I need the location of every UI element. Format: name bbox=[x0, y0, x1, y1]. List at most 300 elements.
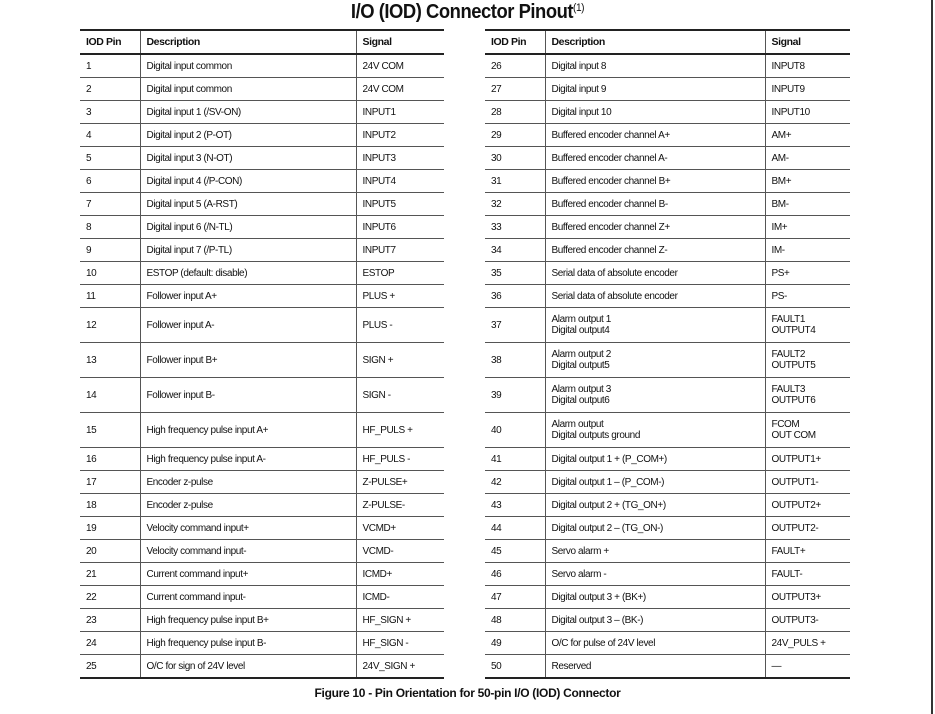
description-text: Buffered encoder channel Z- bbox=[551, 244, 668, 256]
signal-cell bbox=[765, 448, 850, 471]
signal-cell bbox=[356, 586, 444, 609]
description-text: Digital input 8 bbox=[551, 60, 607, 72]
signal-cell bbox=[356, 563, 444, 586]
pin-number-cell: 29 bbox=[485, 124, 545, 147]
description-cell bbox=[545, 494, 765, 517]
description-cell bbox=[545, 308, 765, 343]
description-text: Digital output 3 – (BK-) bbox=[551, 614, 644, 626]
table-row bbox=[80, 563, 444, 586]
pinout-table-right-body bbox=[485, 54, 850, 678]
pinout-table-left bbox=[80, 29, 444, 679]
signal-cell bbox=[356, 413, 444, 448]
description-cell bbox=[545, 170, 765, 193]
description-cell bbox=[545, 655, 765, 679]
signal-text: HF_SIGN + bbox=[362, 614, 411, 626]
signal-text: OUTPUT1+ bbox=[771, 453, 821, 465]
table-row bbox=[485, 170, 850, 193]
pin-number-cell: 47 bbox=[485, 586, 545, 609]
description-text: Digital input 4 (/P-CON) bbox=[146, 175, 242, 187]
signal-cell bbox=[765, 308, 850, 343]
signal-cell bbox=[765, 632, 850, 655]
pin-number-cell: 20 bbox=[80, 540, 140, 563]
pin-number-cell: 4 bbox=[80, 124, 140, 147]
pin-number-cell: 30 bbox=[485, 147, 545, 170]
description-text: Digital input 5 (A-RST) bbox=[146, 198, 238, 210]
page-title-text: I/O (IOD) Connector Pinout bbox=[350, 1, 574, 23]
pin-number-cell: 41 bbox=[485, 448, 545, 471]
pin-number-cell: 31 bbox=[485, 170, 545, 193]
description-cell bbox=[140, 632, 356, 655]
signal-cell bbox=[765, 193, 850, 216]
description-cell bbox=[140, 262, 356, 285]
table-row bbox=[80, 124, 444, 147]
signal-cell bbox=[765, 494, 850, 517]
description-cell bbox=[545, 540, 765, 563]
table-row bbox=[485, 494, 850, 517]
description-cell bbox=[140, 239, 356, 262]
signal-text: VCMD- bbox=[362, 545, 394, 557]
signal-cell bbox=[356, 308, 444, 343]
description-text: Digital output6 bbox=[551, 395, 610, 406]
pin-number-cell: 11 bbox=[80, 285, 140, 308]
pin-number-cell: 46 bbox=[485, 563, 545, 586]
signal-text: VCMD+ bbox=[362, 522, 396, 534]
signal-text: PS- bbox=[771, 290, 787, 302]
signal-text: INPUT9 bbox=[771, 83, 805, 95]
description-cell bbox=[545, 586, 765, 609]
table-row bbox=[80, 262, 444, 285]
signal-text: INPUT10 bbox=[771, 106, 810, 118]
description-cell bbox=[140, 471, 356, 494]
signal-cell bbox=[765, 540, 850, 563]
description-text: Alarm output 3 bbox=[551, 384, 611, 395]
description-cell bbox=[545, 147, 765, 170]
pin-number-cell: 18 bbox=[80, 494, 140, 517]
description-cell bbox=[545, 239, 765, 262]
table-row bbox=[485, 147, 850, 170]
signal-cell bbox=[356, 540, 444, 563]
pin-number-cell: 9 bbox=[80, 239, 140, 262]
description-cell bbox=[545, 262, 765, 285]
description-text: ESTOP (default: disable) bbox=[146, 267, 248, 279]
header-signal: Signal bbox=[356, 30, 444, 54]
description-text: Buffered encoder channel A- bbox=[551, 152, 668, 164]
description-text: Digital output 3 + (BK+) bbox=[551, 591, 646, 603]
table-row bbox=[485, 586, 850, 609]
pin-number-cell: 8 bbox=[80, 216, 140, 239]
table-row bbox=[80, 586, 444, 609]
table-row bbox=[485, 54, 850, 78]
pin-number-cell: 1 bbox=[80, 54, 140, 78]
table-row bbox=[485, 262, 850, 285]
pinout-table-right bbox=[485, 29, 850, 679]
description-cell bbox=[140, 147, 356, 170]
table-row bbox=[485, 78, 850, 101]
signal-cell bbox=[765, 262, 850, 285]
signal-text: FCOM bbox=[771, 419, 800, 430]
signal-cell bbox=[356, 170, 444, 193]
description-text: Digital input 6 (/N-TL) bbox=[146, 221, 233, 233]
description-text: Current command input+ bbox=[146, 568, 249, 580]
header-description: Description bbox=[545, 30, 765, 54]
signal-cell bbox=[765, 563, 850, 586]
description-text: High frequency pulse input B- bbox=[146, 637, 267, 649]
signal-text: INPUT4 bbox=[362, 175, 396, 187]
description-cell bbox=[545, 216, 765, 239]
signal-text: FAULT- bbox=[771, 568, 803, 580]
signal-cell bbox=[765, 170, 850, 193]
description-text: Digital input 1 (/SV-ON) bbox=[146, 106, 241, 118]
description-text: Follower input A- bbox=[146, 319, 215, 331]
signal-cell bbox=[356, 471, 444, 494]
pin-number-cell: 26 bbox=[485, 54, 545, 78]
description-text: Digital input 2 (P-OT) bbox=[146, 129, 232, 141]
description-text: Digital output 2 – (TG_ON-) bbox=[551, 522, 663, 534]
signal-text: FAULT1 bbox=[771, 314, 806, 325]
table-row bbox=[485, 285, 850, 308]
table-row bbox=[80, 285, 444, 308]
signal-text: Z-PULSE- bbox=[362, 499, 405, 511]
pin-number-cell: 5 bbox=[80, 147, 140, 170]
table-row bbox=[80, 632, 444, 655]
pin-number-cell: 48 bbox=[485, 609, 545, 632]
signal-cell bbox=[356, 54, 444, 78]
table-row bbox=[485, 216, 850, 239]
table-row bbox=[485, 308, 850, 343]
table-row bbox=[80, 609, 444, 632]
description-cell bbox=[545, 448, 765, 471]
page-title bbox=[37, 0, 897, 24]
signal-text: PLUS - bbox=[362, 319, 393, 331]
description-cell bbox=[545, 517, 765, 540]
pin-number-cell: 3 bbox=[80, 101, 140, 124]
pin-number-cell: 39 bbox=[485, 378, 545, 413]
table-row bbox=[80, 54, 444, 78]
table-row bbox=[80, 471, 444, 494]
description-text: Follower input B+ bbox=[146, 354, 218, 366]
pin-number-cell: 42 bbox=[485, 471, 545, 494]
page-edge-rule bbox=[931, 0, 933, 714]
table-row bbox=[80, 78, 444, 101]
description-text: O/C for pulse of 24V level bbox=[551, 637, 656, 649]
description-cell bbox=[545, 343, 765, 378]
signal-text: — bbox=[771, 660, 782, 672]
signal-text: BM+ bbox=[771, 175, 792, 187]
signal-text: 24V COM bbox=[362, 60, 404, 72]
description-cell bbox=[545, 101, 765, 124]
description-text: Digital output4 bbox=[551, 325, 610, 336]
description-cell bbox=[140, 517, 356, 540]
description-text: Digital outputs ground bbox=[551, 430, 640, 441]
description-text: Alarm output bbox=[551, 419, 604, 430]
signal-cell bbox=[765, 609, 850, 632]
description-cell bbox=[545, 413, 765, 448]
pin-number-cell: 35 bbox=[485, 262, 545, 285]
description-text: Alarm output 1 bbox=[551, 314, 611, 325]
signal-cell bbox=[765, 285, 850, 308]
signal-cell bbox=[356, 632, 444, 655]
pin-number-cell: 43 bbox=[485, 494, 545, 517]
signal-text: INPUT8 bbox=[771, 60, 805, 72]
title-footnote-mark: (1) bbox=[573, 2, 585, 14]
signal-cell bbox=[356, 517, 444, 540]
description-cell bbox=[140, 343, 356, 378]
figure-caption: Figure 10 - Pin Orientation for 50-pin I/O (IOD) Connector bbox=[314, 686, 621, 700]
signal-text: OUTPUT5 bbox=[771, 360, 816, 371]
signal-text: AM- bbox=[771, 152, 789, 164]
signal-text: INPUT2 bbox=[362, 129, 396, 141]
description-cell bbox=[545, 563, 765, 586]
pin-number-cell: 12 bbox=[80, 308, 140, 343]
table-row bbox=[485, 413, 850, 448]
signal-cell bbox=[765, 216, 850, 239]
description-cell bbox=[545, 124, 765, 147]
description-text: Servo alarm - bbox=[551, 568, 607, 580]
description-text: High frequency pulse input A- bbox=[146, 453, 266, 465]
signal-text: HF_SIGN - bbox=[362, 637, 409, 649]
description-cell bbox=[140, 586, 356, 609]
signal-text: IM- bbox=[771, 244, 785, 256]
pin-number-cell: 10 bbox=[80, 262, 140, 285]
pin-number-cell: 6 bbox=[80, 170, 140, 193]
pin-number-cell: 33 bbox=[485, 216, 545, 239]
signal-cell bbox=[765, 78, 850, 101]
description-cell bbox=[545, 285, 765, 308]
description-cell bbox=[140, 170, 356, 193]
description-text: Digital input 9 bbox=[551, 83, 607, 95]
pin-number-cell: 24 bbox=[80, 632, 140, 655]
header-description: Description bbox=[140, 30, 356, 54]
signal-text: AM+ bbox=[771, 129, 792, 141]
description-text: Velocity command input+ bbox=[146, 522, 249, 534]
description-cell bbox=[545, 193, 765, 216]
signal-cell bbox=[765, 471, 850, 494]
description-cell bbox=[545, 378, 765, 413]
table-row bbox=[485, 239, 850, 262]
signal-cell bbox=[765, 586, 850, 609]
description-text: Velocity command input- bbox=[146, 545, 247, 557]
signal-cell bbox=[356, 448, 444, 471]
pin-number-cell: 32 bbox=[485, 193, 545, 216]
description-cell bbox=[140, 494, 356, 517]
description-cell bbox=[545, 632, 765, 655]
description-cell bbox=[545, 609, 765, 632]
table-header-row bbox=[485, 30, 850, 54]
pin-number-cell: 34 bbox=[485, 239, 545, 262]
table-row bbox=[80, 494, 444, 517]
description-text: Servo alarm + bbox=[551, 545, 609, 557]
pin-number-cell: 16 bbox=[80, 448, 140, 471]
description-cell bbox=[140, 308, 356, 343]
signal-text: OUT COM bbox=[771, 430, 816, 441]
header-signal: Signal bbox=[765, 30, 850, 54]
table-row bbox=[80, 170, 444, 193]
signal-cell bbox=[356, 343, 444, 378]
table-row bbox=[80, 343, 444, 378]
signal-text: Z-PULSE+ bbox=[362, 476, 408, 488]
signal-text: INPUT7 bbox=[362, 244, 396, 256]
table-row bbox=[485, 563, 850, 586]
pin-number-cell: 17 bbox=[80, 471, 140, 494]
description-cell bbox=[140, 54, 356, 78]
description-cell bbox=[140, 448, 356, 471]
description-text: Digital input 10 bbox=[551, 106, 612, 118]
signal-text: ICMD- bbox=[362, 591, 390, 603]
description-text: High frequency pulse input A+ bbox=[146, 424, 269, 436]
description-text: Digital output 2 + (TG_ON+) bbox=[551, 499, 666, 511]
signal-text: 24V_SIGN + bbox=[362, 660, 415, 672]
table-row bbox=[80, 517, 444, 540]
pin-number-cell: 22 bbox=[80, 586, 140, 609]
table-row bbox=[80, 378, 444, 413]
signal-cell bbox=[356, 101, 444, 124]
description-text: Buffered encoder channel B- bbox=[551, 198, 668, 210]
table-row bbox=[485, 343, 850, 378]
table-row bbox=[80, 216, 444, 239]
pin-number-cell: 2 bbox=[80, 78, 140, 101]
description-text: Follower input A+ bbox=[146, 290, 217, 302]
signal-text: INPUT6 bbox=[362, 221, 396, 233]
pin-number-cell: 21 bbox=[80, 563, 140, 586]
table-row bbox=[80, 413, 444, 448]
table-row bbox=[80, 540, 444, 563]
signal-text: FAULT+ bbox=[771, 545, 806, 557]
signal-text: INPUT1 bbox=[362, 106, 396, 118]
signal-cell bbox=[765, 517, 850, 540]
description-text: Encoder z-pulse bbox=[146, 499, 213, 511]
table-row bbox=[80, 193, 444, 216]
description-text: Buffered encoder channel A+ bbox=[551, 129, 670, 141]
description-cell bbox=[140, 413, 356, 448]
signal-cell bbox=[356, 124, 444, 147]
pin-number-cell: 13 bbox=[80, 343, 140, 378]
signal-text: 24V COM bbox=[362, 83, 404, 95]
signal-text: OUTPUT1- bbox=[771, 476, 819, 488]
table-row bbox=[80, 655, 444, 679]
table-row bbox=[485, 517, 850, 540]
pin-number-cell: 45 bbox=[485, 540, 545, 563]
description-cell bbox=[140, 216, 356, 239]
description-cell bbox=[140, 78, 356, 101]
description-text: Reserved bbox=[551, 660, 592, 672]
signal-cell bbox=[356, 378, 444, 413]
pin-number-cell: 38 bbox=[485, 343, 545, 378]
signal-text: ICMD+ bbox=[362, 568, 392, 580]
description-cell bbox=[545, 78, 765, 101]
signal-cell bbox=[356, 262, 444, 285]
table-row bbox=[80, 147, 444, 170]
signal-text: SIGN - bbox=[362, 389, 391, 401]
description-cell bbox=[545, 471, 765, 494]
signal-text: INPUT3 bbox=[362, 152, 396, 164]
pin-number-cell: 14 bbox=[80, 378, 140, 413]
pin-number-cell: 23 bbox=[80, 609, 140, 632]
description-cell bbox=[140, 655, 356, 679]
pin-number-cell: 27 bbox=[485, 78, 545, 101]
table-row bbox=[485, 655, 850, 679]
description-cell bbox=[140, 193, 356, 216]
signal-cell bbox=[765, 655, 850, 679]
signal-text: IM+ bbox=[771, 221, 788, 233]
table-header-row bbox=[80, 30, 444, 54]
description-text: Digital input 3 (N-OT) bbox=[146, 152, 233, 164]
signal-text: INPUT5 bbox=[362, 198, 396, 210]
signal-cell bbox=[356, 655, 444, 679]
pin-number-cell: 19 bbox=[80, 517, 140, 540]
description-cell bbox=[140, 124, 356, 147]
signal-cell bbox=[765, 147, 850, 170]
pin-number-cell: 50 bbox=[485, 655, 545, 679]
header-pin: IOD Pin bbox=[485, 30, 545, 54]
table-row bbox=[485, 378, 850, 413]
description-cell bbox=[545, 54, 765, 78]
signal-cell bbox=[765, 239, 850, 262]
table-row bbox=[80, 239, 444, 262]
description-cell bbox=[140, 563, 356, 586]
description-text: Digital input common bbox=[146, 60, 232, 72]
pin-number-cell: 37 bbox=[485, 308, 545, 343]
signal-cell bbox=[356, 285, 444, 308]
description-cell bbox=[140, 285, 356, 308]
description-text: Buffered encoder channel B+ bbox=[551, 175, 671, 187]
pin-number-cell: 40 bbox=[485, 413, 545, 448]
description-text: Digital output 1 + (P_COM+) bbox=[551, 453, 667, 465]
description-text: Digital input 7 (/P-TL) bbox=[146, 244, 232, 256]
signal-text: SIGN + bbox=[362, 354, 394, 366]
table-row bbox=[80, 448, 444, 471]
table-row bbox=[485, 101, 850, 124]
table-row bbox=[80, 308, 444, 343]
signal-text: PS+ bbox=[771, 267, 790, 279]
signal-cell bbox=[356, 147, 444, 170]
signal-text: BM- bbox=[771, 198, 789, 210]
pin-number-cell: 49 bbox=[485, 632, 545, 655]
signal-cell bbox=[765, 413, 850, 448]
description-cell bbox=[140, 101, 356, 124]
header-pin: IOD Pin bbox=[80, 30, 140, 54]
signal-cell bbox=[356, 216, 444, 239]
description-text: Serial data of absolute encoder bbox=[551, 267, 678, 279]
pin-number-cell: 15 bbox=[80, 413, 140, 448]
pin-number-cell: 36 bbox=[485, 285, 545, 308]
table-row bbox=[485, 609, 850, 632]
signal-cell bbox=[356, 239, 444, 262]
pin-number-cell: 7 bbox=[80, 193, 140, 216]
description-text: O/C for sign of 24V level bbox=[146, 660, 245, 672]
table-row bbox=[485, 471, 850, 494]
description-text: Digital output5 bbox=[551, 360, 610, 371]
table-row bbox=[485, 540, 850, 563]
description-text: Serial data of absolute encoder bbox=[551, 290, 678, 302]
signal-text: OUTPUT6 bbox=[771, 395, 816, 406]
table-row bbox=[485, 448, 850, 471]
signal-cell bbox=[356, 193, 444, 216]
description-text: Digital output 1 – (P_COM-) bbox=[551, 476, 665, 488]
description-text: Digital input common bbox=[146, 83, 232, 95]
signal-text: HF_PULS + bbox=[362, 424, 413, 436]
description-text: High frequency pulse input B+ bbox=[146, 614, 269, 626]
signal-text: OUTPUT2+ bbox=[771, 499, 821, 511]
signal-cell bbox=[765, 54, 850, 78]
signal-text: OUTPUT3+ bbox=[771, 591, 821, 603]
signal-cell bbox=[765, 124, 850, 147]
signal-text: OUTPUT4 bbox=[771, 325, 816, 336]
pin-number-cell: 25 bbox=[80, 655, 140, 679]
description-text: Current command input- bbox=[146, 591, 246, 603]
signal-text: FAULT3 bbox=[771, 384, 806, 395]
table-row bbox=[80, 101, 444, 124]
description-text: Alarm output 2 bbox=[551, 349, 611, 360]
